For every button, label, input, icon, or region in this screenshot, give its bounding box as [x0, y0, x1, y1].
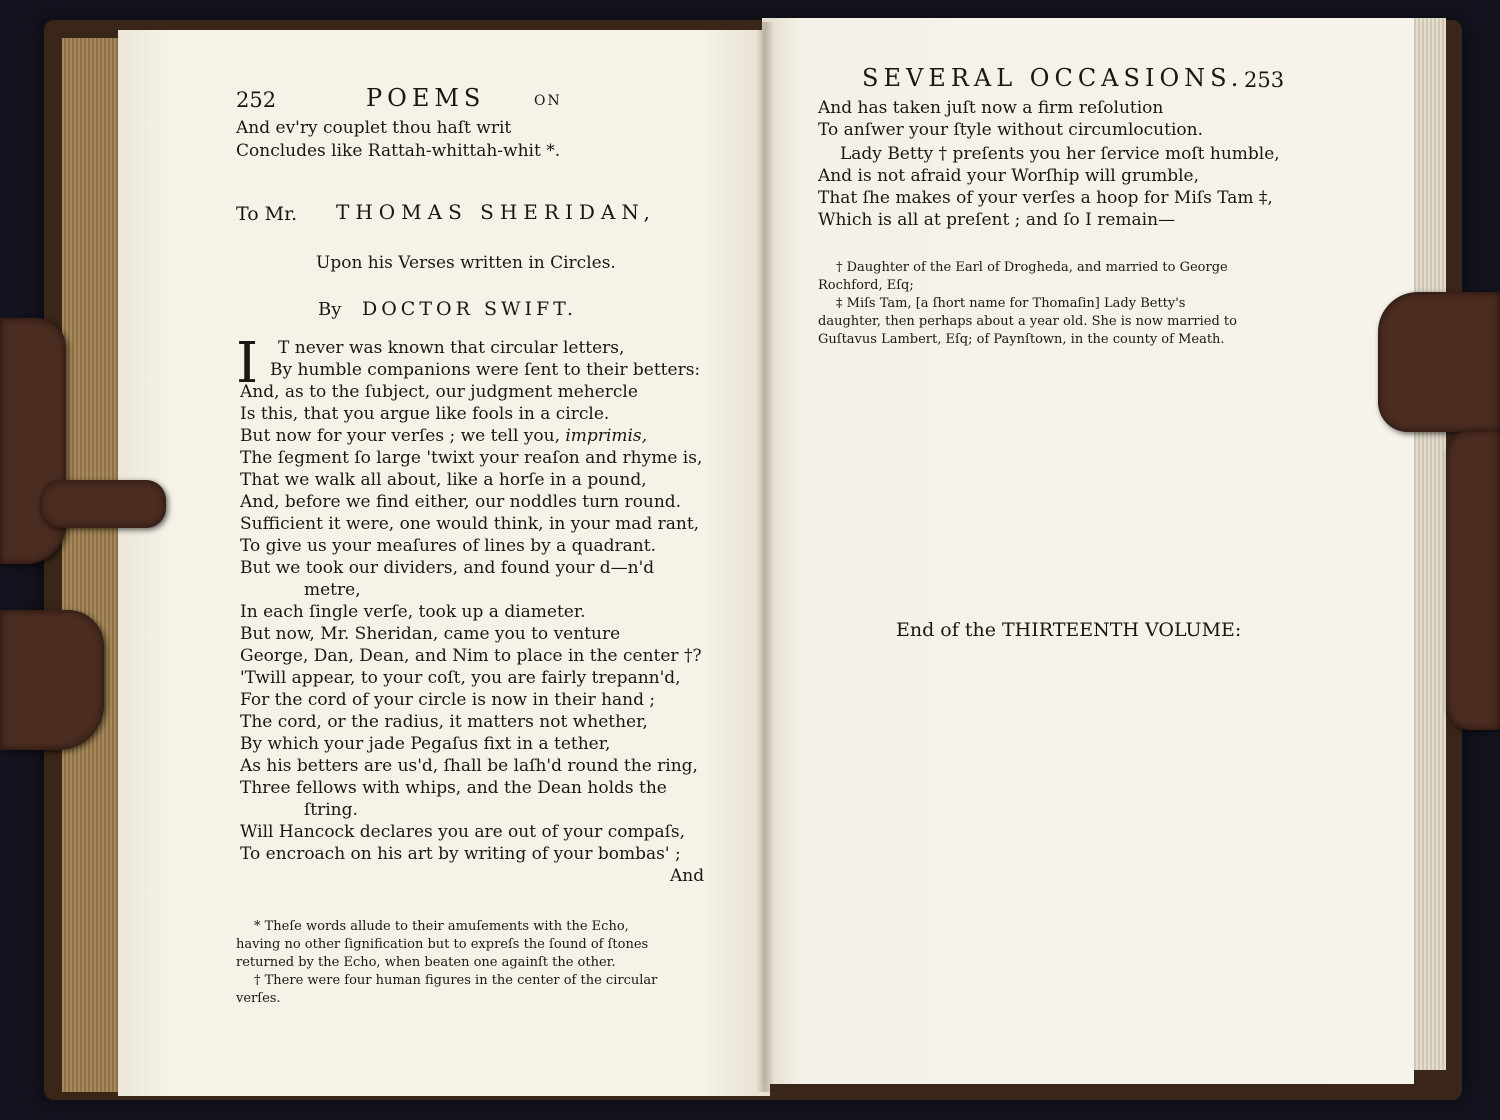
poem-heading-to: To Mr.: [236, 203, 298, 225]
poem-line: By humble companions were ſent to their betters:: [270, 360, 701, 380]
poem-line: T never was known that circular letters,: [278, 338, 625, 358]
byline-by: By: [318, 299, 342, 320]
book-clamp-left-lower: [0, 610, 104, 750]
poem-line: But we took our dividers, and found your d—n'd: [240, 558, 655, 578]
poem-line: To give us your meaſures of lines by a quadrant.: [240, 536, 656, 556]
poem-line: To encroach on his art by writing of your bombas' ;: [240, 844, 681, 864]
footnote-line: † Daughter of the Earl of Drogheda, and married to George: [836, 260, 1228, 275]
poem-line: And is not afraid your Worſhip will grumble,: [818, 166, 1199, 186]
book-clamp-left-arm: [40, 480, 166, 528]
poem-line: Lady Betty † preſents you her ſervice moſt humble,: [840, 144, 1280, 164]
footnote-line: † There were four human figures in the center of the circular: [254, 973, 658, 988]
poem-subtitle: Upon his Verses written in Circles.: [316, 253, 616, 273]
left-running-head: POEMS: [366, 84, 486, 112]
poem-line: To anſwer your ſtyle without circumlocution.: [818, 120, 1203, 140]
footnote-line: ‡ Miſs Tam, [a ſhort name for Thomaſin] Lady Betty's: [836, 296, 1186, 311]
poem-line: ſtring.: [304, 800, 358, 820]
poem-line: As his betters are us'd, ſhall be laſh'd round the ring,: [240, 756, 698, 776]
footnote-line: having no other ſignification but to expreſs the ſound of ſtones: [236, 937, 649, 952]
poem-heading-name: THOMAS SHERIDAN,: [336, 200, 656, 224]
page-edges-left: [62, 38, 124, 1092]
poem-line: Will Hancock declares you are out of your compaſs,: [240, 822, 686, 842]
footnote-line: Rochford, Eſq;: [818, 278, 914, 293]
imprimis: imprimis,: [565, 426, 648, 446]
poem-line: That we walk all about, like a horſe in a pound,: [240, 470, 647, 490]
poem-line: Is this, that you argue like fools in a circle.: [240, 404, 610, 424]
poem-line: By which your jade Pegaſus fixt in a tether,: [240, 734, 611, 754]
opening-line: Concludes like Rattah-whittah-whit *.: [236, 141, 561, 161]
left-folio: 252: [236, 88, 277, 112]
poem-line: That ſhe makes of your verſes a hoop for Miſs Tam ‡,: [818, 188, 1273, 208]
poem-line: Sufficient it were, one would think, in your mad rant,: [240, 514, 700, 534]
left-page: [118, 30, 770, 1096]
footnote-line: returned by the Echo, when beaten one againſt the other.: [236, 955, 616, 970]
poem-line: Three fellows with whips, and the Dean holds the: [240, 778, 667, 798]
poem-line: And has taken juſt now a firm reſolution: [818, 98, 1164, 118]
poem-line: For the cord of your circle is now in their hand ;: [240, 690, 656, 710]
footnote-line: verſes.: [236, 991, 281, 1006]
left-running-head-sub: ON: [534, 93, 562, 109]
footnote-line: daughter, then perhaps about a year old. She is now married to: [818, 314, 1237, 329]
poem-line: Which is all at preſent ; and ſo I remain—: [818, 210, 1176, 230]
book-clamp-right-lower: [1446, 430, 1500, 730]
poem-line: metre,: [304, 580, 361, 600]
right-running-head: SEVERAL OCCASIONS.: [862, 64, 1244, 92]
poem-line: The ſegment ſo large 'twixt your reaſon and rhyme is,: [240, 448, 703, 468]
poem-line: But now, Mr. Sheridan, came you to venture: [240, 624, 621, 644]
right-folio: 253: [1244, 68, 1285, 92]
poem-line: And, before we find either, our noddles turn round.: [240, 492, 682, 512]
poem-line: And, as to the ſubject, our judgment mehercle: [240, 382, 638, 402]
footnote-line: * Theſe words allude to their amuſements with the Echo,: [254, 919, 629, 934]
poem-line: The cord, or the radius, it matters not whether,: [240, 712, 648, 732]
poem-line: But now for your verſes ; we tell you, imprimis,: [240, 426, 648, 446]
right-page: [762, 18, 1414, 1084]
book-clamp-right: [1378, 292, 1500, 432]
end-of-volume-note: End of the THIRTEENTH VOLUME:: [896, 619, 1242, 641]
poem-line: In each ſingle verſe, took up a diameter.: [240, 602, 586, 622]
drop-cap: I: [236, 331, 259, 396]
poem-line: George, Dan, Dean, and Nim to place in the center †?: [240, 646, 702, 666]
poem-line: 'Twill appear, to your coſt, you are fairly trepann'd,: [240, 668, 681, 688]
byline-author: DOCTOR SWIFT.: [362, 298, 578, 320]
catchword: And: [670, 866, 705, 886]
footnote-line: Guſtavus Lambert, Eſq; of Paynſtown, in the county of Meath.: [818, 332, 1225, 347]
opening-line: And ev'ry couplet thou haſt writ: [236, 118, 512, 138]
page-edges-right: [1412, 18, 1446, 1070]
book-gutter: [756, 22, 774, 1092]
